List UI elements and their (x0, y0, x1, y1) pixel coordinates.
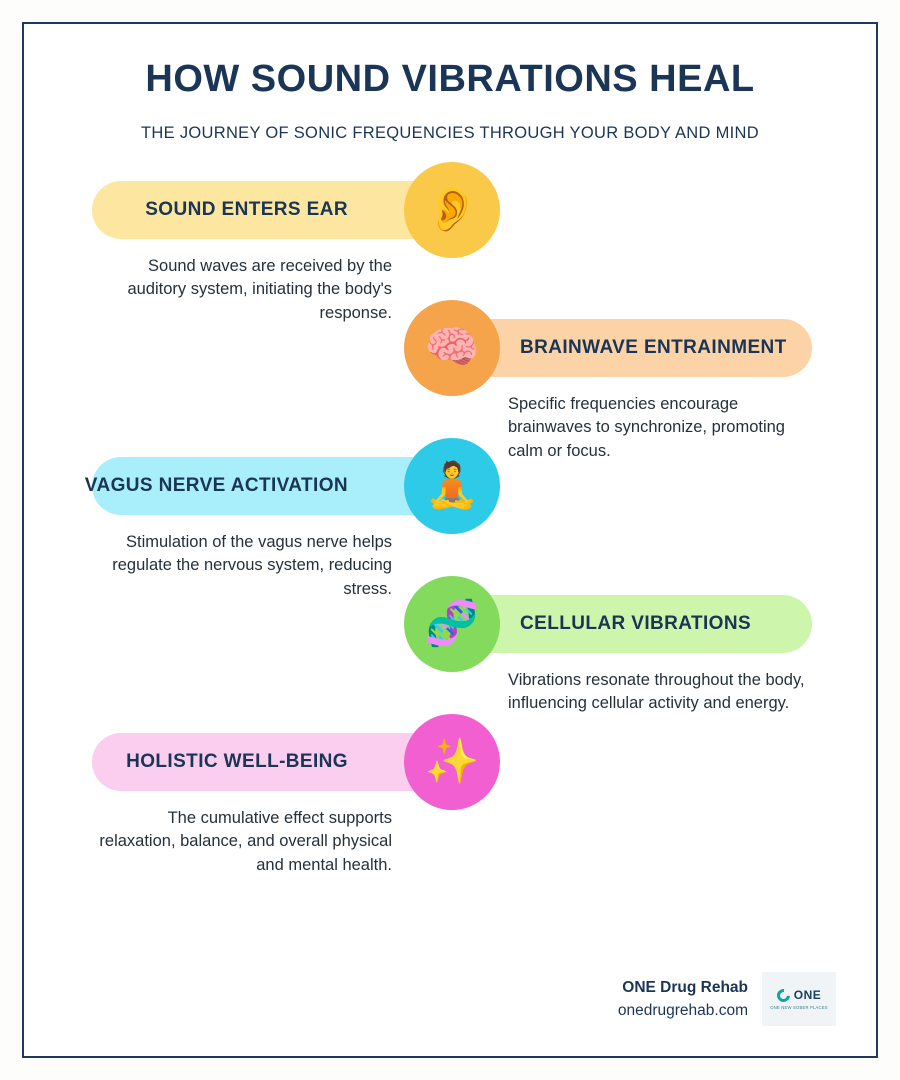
footer-text (618, 976, 748, 1023)
brain-icon (404, 300, 500, 396)
step-3-pill (84, 457, 440, 515)
step-2-label: BRAINWAVE ENTRAINMENT (520, 336, 787, 358)
meditation-icon-glyph: 🧘 (424, 460, 480, 510)
page-title: HOW SOUND VIBRATIONS HEAL (145, 58, 755, 100)
logo-wordmark: ONE (793, 988, 822, 1002)
step-3-description: Stimulation of the vagus nerve helps regulate the nervous system, reducing stress. (112, 532, 392, 598)
meditation-icon (404, 438, 500, 534)
step-5-pill (92, 733, 440, 791)
logo-row (777, 988, 822, 1002)
brain-icon-glyph: 🧠 (424, 322, 480, 372)
circle-logo-icon (774, 986, 792, 1004)
step-2-description: Specific frequencies encourage brainwaves to synchronize, promoting calm or focus. (508, 394, 785, 460)
logo-tagline: ONE NEW SOBER PLACES (770, 1005, 828, 1010)
website-url[interactable]: onedrugrehab.com (617, 1002, 748, 1019)
step-1-description: Sound waves are received by the auditory system, initiating the body's response. (127, 256, 392, 322)
brand-name: ONE Drug Rehab (622, 978, 748, 996)
step-4-description: Vibrations resonate throughout the body, influencing cellular activity and energy. (508, 670, 805, 713)
step-3-label: VAGUS NERVE ACTIVATION (84, 474, 348, 496)
infographic-poster (22, 22, 878, 1058)
sparkles-icon (404, 714, 500, 810)
steps-list (24, 181, 876, 921)
dna-icon (404, 576, 500, 672)
ear-icon-glyph: 👂 (424, 184, 480, 234)
poster-header (24, 24, 876, 143)
logo (762, 972, 836, 1026)
dna-icon-glyph: 🧬 (424, 598, 480, 648)
step-5-label: HOLISTIC WELL-BEING (126, 750, 348, 772)
sparkles-icon-glyph: ✨ (424, 736, 480, 786)
footer (618, 972, 836, 1026)
step-4-label: CELLULAR VIBRATIONS (520, 612, 752, 634)
page-subtitle: THE JOURNEY OF SONIC FREQUENCIES THROUGH YOUR BODY AND MIND (141, 123, 759, 142)
step-1-pill (92, 181, 440, 239)
step-1-label: SOUND ENTERS EAR (145, 198, 348, 220)
step-5-description: The cumulative effect supports relaxation, balance, and overall physical and mental health. (99, 808, 392, 874)
ear-icon (404, 162, 500, 258)
